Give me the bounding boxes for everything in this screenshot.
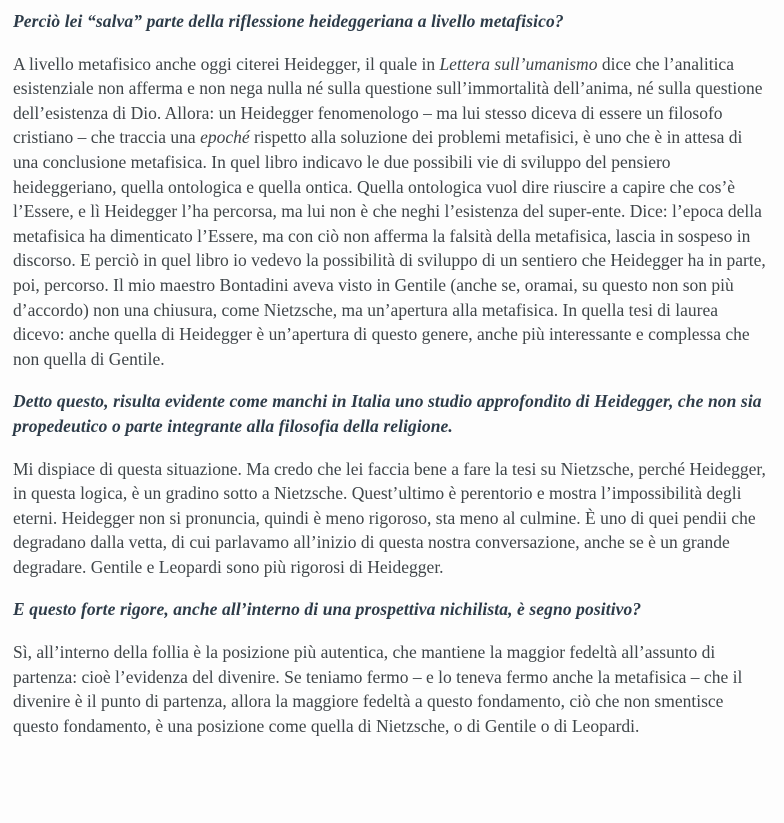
interview-answer xyxy=(13,457,770,580)
interview-answer xyxy=(13,640,770,738)
interview-answer xyxy=(13,52,770,372)
text-run: dice che l’analitica esistenziale non afferma e non nega nulla né sulla questione sull’immortalità dell’anima, né sulla questione dell’esistenza di Dio. Allora: un Heidegger fenomenologo – ma lui stesso diceva di essere un filosofo cristiano – che traccia una xyxy=(13,53,763,148)
interview-question xyxy=(13,9,770,34)
interview-question xyxy=(13,389,770,438)
text-run: rispetto alla soluzione dei problemi metafisici, è uno che è in attesa di una conclusione metafisica. In quel libro indicavo le due possibili vie di sviluppo del pensiero heideggeriano, quella ontologica e quella ontica. Quella ontologica vuol dire riuscire a capire che cos’è l’Essere, e lì Heidegger l’ha percorsa, ma lui non è che neghi l’esistenza del super-ente. Dice: l’epoca della metafisica ha dimenticato l’Essere, ma con ciò non afferma la falsità della metafisica, lascia in sospeso in discorso. E perciò in quel libro io vedevo la possibilità di sviluppo di un sentiero che Heidegger ha in parte, poi, percorso. Il mio maestro Bontadini aveva visto in Gentile (anche se, oramai, su questo non son più d’accordo) non una chiusura, come Nietzsche, ma un’apertura alla metafisica. In quella tesi di laurea dicevo: anche quella di Heidegger è un’apertura di questo genere, anche più interessante e complessa che non quella di Gentile. xyxy=(13,127,766,369)
interview-question xyxy=(13,597,770,622)
italic-text-run: Lettera sull’umanismo xyxy=(439,53,598,74)
text-run: Perciò lei “salva” parte della riflessione heideggeriana a livello metafisico? xyxy=(13,11,564,31)
text-run: E questo forte rigore, anche all’interno di una prospettiva nichilista, è segno positivo? xyxy=(13,599,642,620)
text-run: Detto questo, risulta evidente come manchi in Italia uno studio approfondito di Heidegger, che non sia propedeutico o parte integrante alla filosofia della religione. xyxy=(13,391,762,436)
italic-text-run: epoché xyxy=(200,127,250,148)
text-run: Sì, all’interno della follia è la posizione più autentica, che mantiene la maggior fedeltà all’assunto di partenza: cioè l’evidenza del divenire. Se teniamo fermo – e lo teneva fermo anche la metafisica – che il divenire è il punto di partenza, allora la maggiore fedeltà a questo fondamento, ciò che non smentisce questo fondamento, è una posizione come quella di Nietzsche, o di Gentile o di Leopardi. xyxy=(13,642,743,736)
text-run: Mi dispiace di questa situazione. Ma credo che lei faccia bene a fare la tesi su Nietzsche, perché Heidegger, in questa logica, è un gradino sotto a Nietzsche. Quest’ultimo è perentorio e mostra l’impossibilità degli eterni. Heidegger non si pronuncia, quindi è meno rigoroso, sta meno al culmine. È uno di quei pendii che degradano dalla vetta, di cui parlavamo all’inizio di questa nostra conversazione, anche se è un grande degradare. Gentile e Leopardi sono più rigorosi di Heidegger. xyxy=(13,458,766,577)
text-run: A livello metafisico anche oggi citerei Heidegger, il quale in xyxy=(13,53,440,74)
